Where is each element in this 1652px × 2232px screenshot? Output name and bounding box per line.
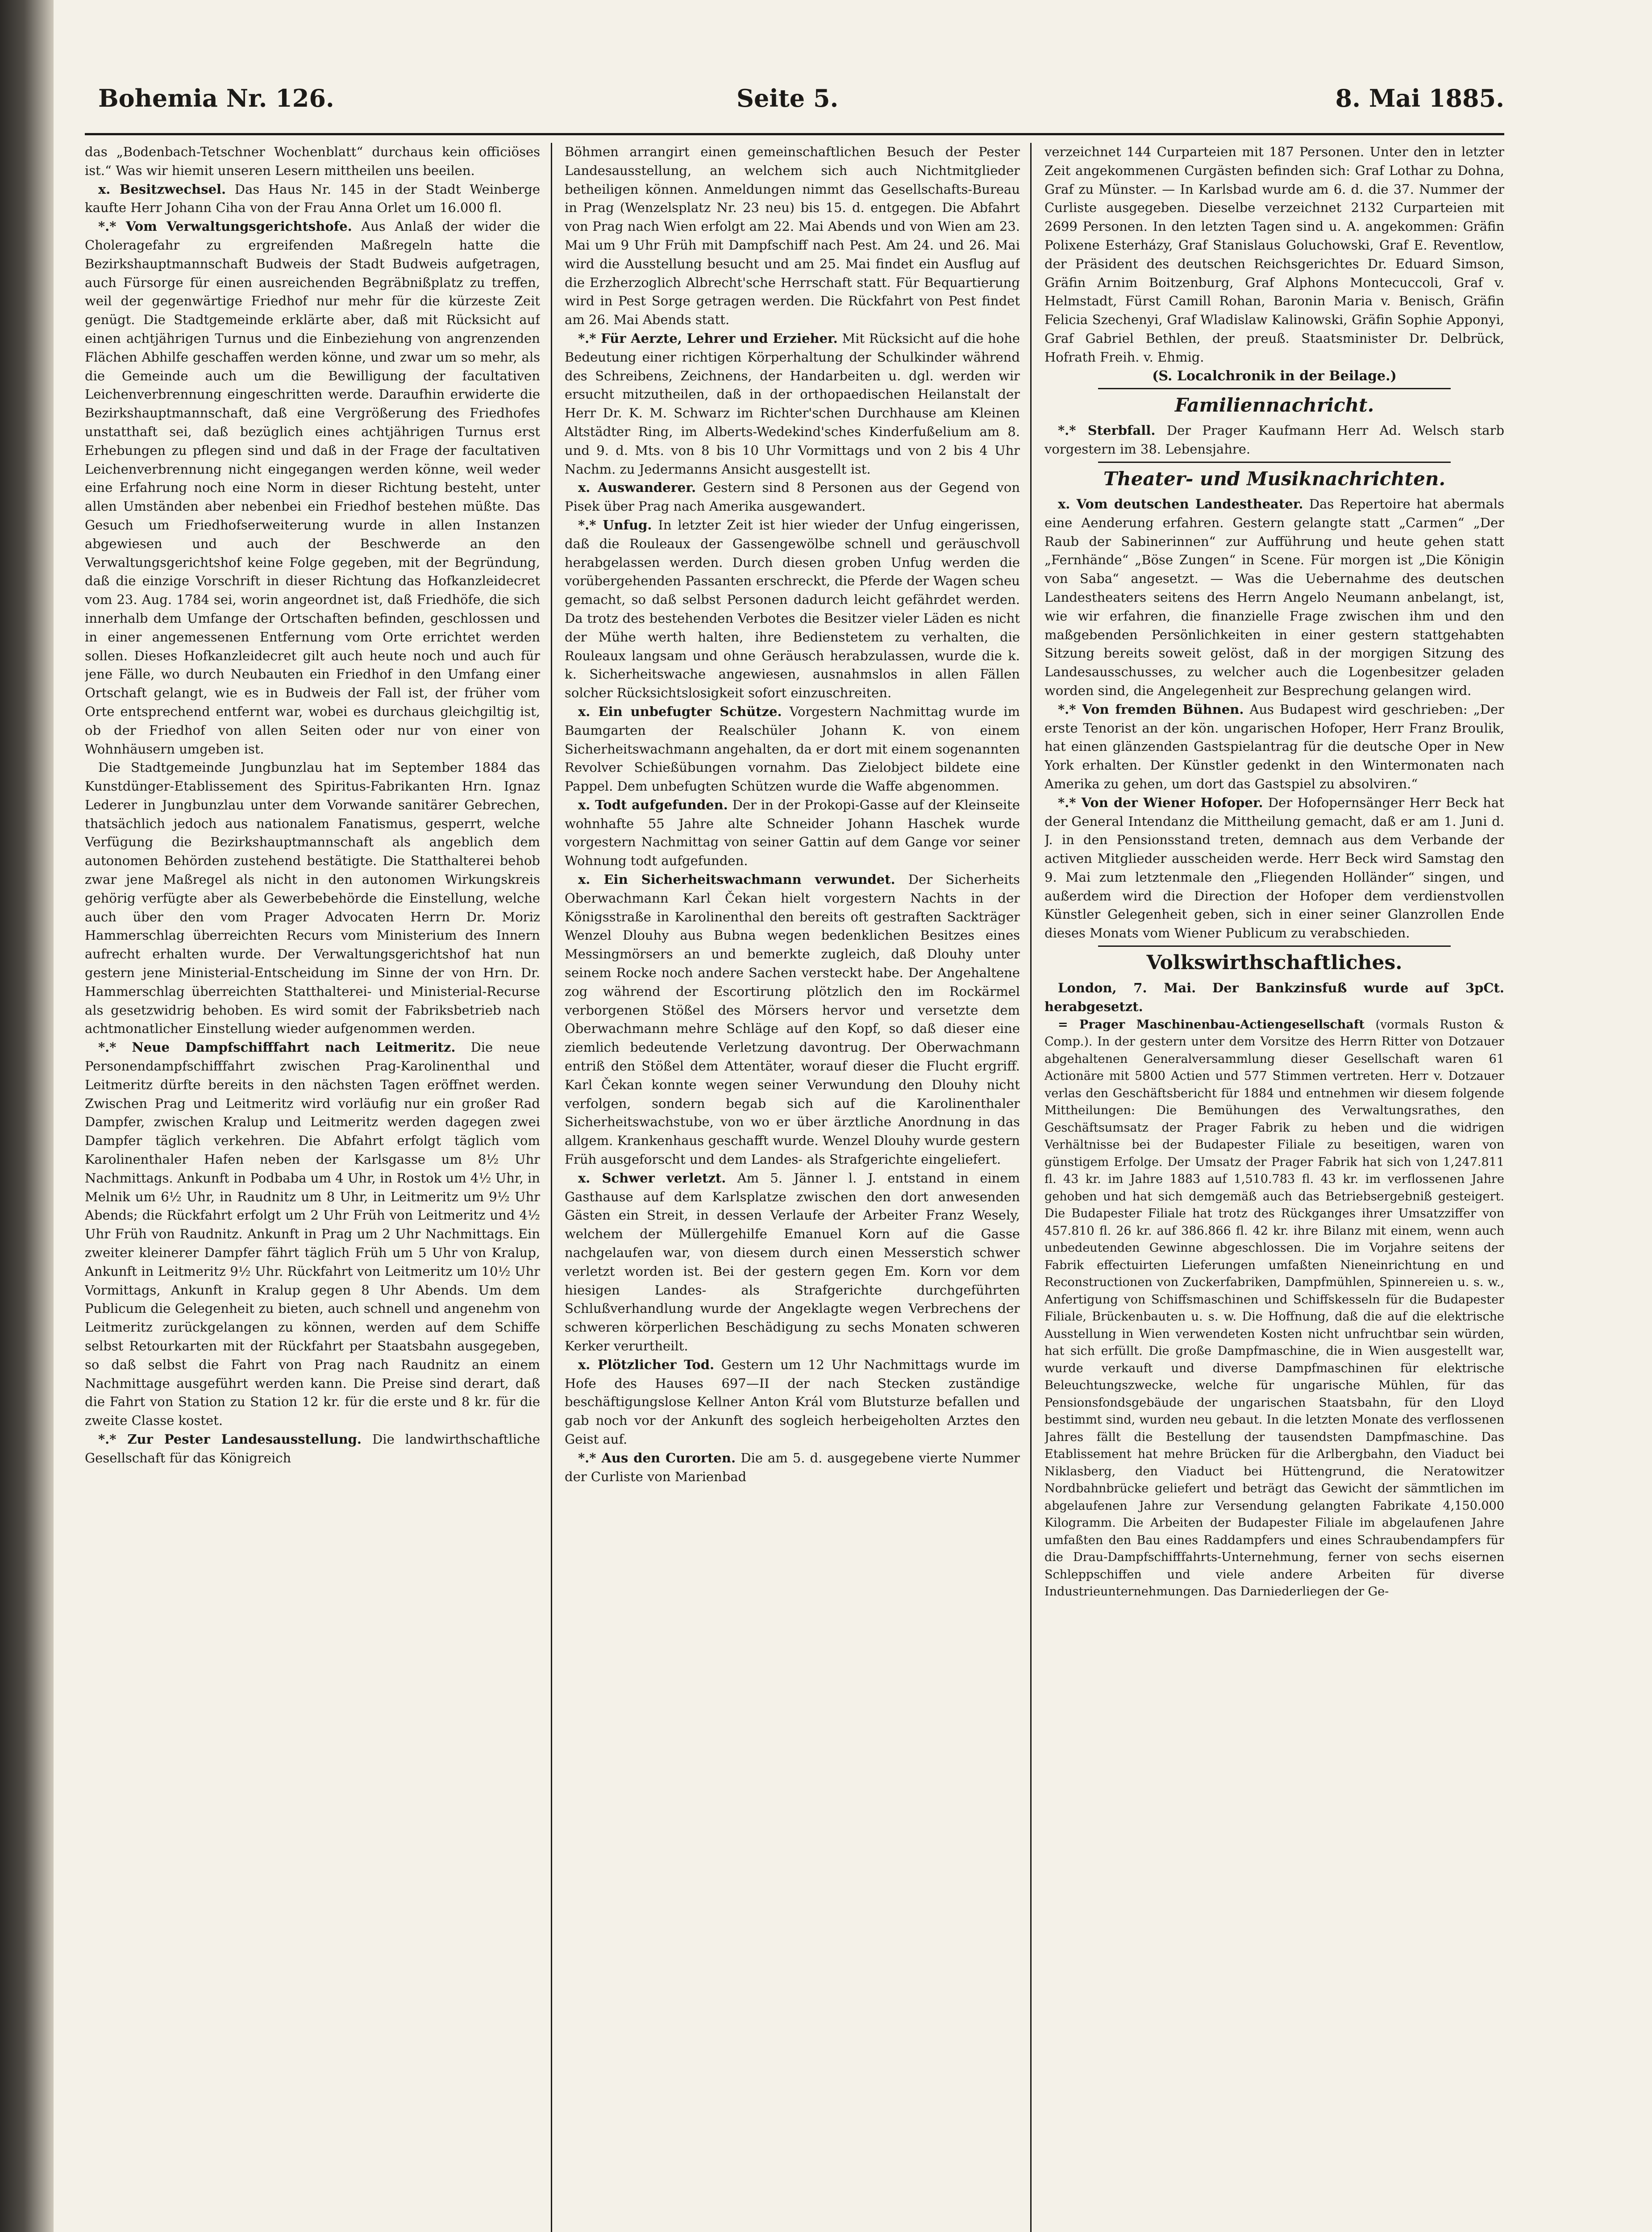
article-continuation: verzeichnet 144 Curparteien mit 187 Personen. Unter den in letzter Zeit angekommenen Curgästen befinden sich: Graf Lothar zu Dohna, Graf zu Münster. — In Karlsbad wurde am 6. d. die 37. Nummer der Curliste ausgegeben. Dieselbe verzeichnet 2132 Curparteien mit 2699 Personen. In den letzten Tagen sind u. A. angekommen: Gräfin Polixene Esterházy, Graf Stanislaus Goluchowski, Graf E. Reventlow, der Präsident des deutschen Reichsgerichtes Dr. Eduard Simson, Gräfin Arnim Boitzenburg, Graf Alphons Montecuccoli, Graf v. Helmstadt, Fürst Camill Rohan, Baronin Maria v. Benisch, Gräfin Felicia Szechenyi, Graf Wladislaw Kalinowski, Gräfin Sophie Apponyi, Graf Gabriel Bethlen, der preuß. Staatsminister Dr. Delbrück, Hofrath Freih. v. Ehmig. (1044, 144, 1504, 365)
header-rule (85, 133, 1504, 135)
column-divider (551, 143, 552, 2232)
article-headline: = Prager Maschinenbau-Actiengesellschaft (1058, 1017, 1365, 1032)
article-headline: *.* Neue Dampfschifffahrt nach Leitmeritz. (98, 1040, 456, 1055)
section-divider (1098, 388, 1451, 389)
article-continuation: Böhmen arrangirt einen gemeinschaftlichen Besuch der Pester Landesausstellung, an welchem sich auch Nichtmitglieder betheiligen können. Anmeldungen nimmt das Gesellschafts-Bureau in Prag (Wenzelsplatz Nr. 23 neu) bis 15. d. entgegen. Die Abfahrt von Prag nach Wien erfolgt am 22. Mai Abends und von Wien am 23. Mai um 9 Uhr Früh mit Dampfschiff nach Pest. Am 24. und 26. Mai wird die Ausstellung besucht und am 25. Mai findet ein Ausflug auf die Erzherzoglich Albrecht'sche Herrschaft statt. Für Bequartierung wird in Pest Sorge getragen werden. Die Rückfahrt von Pest findet am 26. Mai Abends statt. (565, 144, 1020, 328)
article-headline: *.* Unfug. (578, 517, 652, 533)
header-date: 8. Mai 1885. (1335, 84, 1504, 112)
article (565, 516, 1020, 703)
article (565, 1169, 1020, 1356)
article-body: (vormals Ruston & Comp.). In der gestern unter dem Vorsitze des Herrn Ritter von Dotzauer abgehaltenen Generalversammlung dieser Gesellschaft waren 61 Actionäre mit 5800 Actien und 577 Stimmen vertreten. Herr v. Dotzauer verlas den Geschäftsbericht für 1884 und entnehmen wir diesem folgende Mittheilungen: Die Bemühungen des Verwaltungsrathes, den Geschäftsumsatz der Prager Fabrik zu heben und die widrigen Verhältnisse bei der Budapester Filiale zu beseitigen, waren von günstigem Erfolge. Der Umsatz der Prager Fabrik hat sich von 1,247.811 fl. 43 kr. im Jahre 1883 auf 1,510.783 fl. 43 kr. im verflossenen Jahre gehoben und hat sich demgemäß auch das Betriebsergebniß gesteigert. Die Budapester Filiale hat trotz des Rückganges ihrer Umsatzziffer von 457.810 fl. 26 kr. auf 386.866 fl. 42 kr. ihre Bilanz mit einem, wenn auch unbedeutenden Gewinne abgeschlossen. Die im Vorjahre seitens der Fabrik effectuirten Lieferungen umfaßten Nieneinrichtung en und Reconstructionen von Zuckerfabriken, Dampfmühlen, Spinnereien u. s. w., Anfertigung von Schiffsmaschinen und Schiffskesseln für die Budapester Filiale, Brückenbauten u. s. w. Die Hoffnung, daß die auf die elektrische Ausstellung in Wien verwendeten Kosten nicht unfruchtbar sein würden, hat sich erfüllt. Die große Dampfmaschine, die in Wien ausgestellt war, wurde verkauft und diverse Dampfmaschinen für elektrische Beleuchtungszwecke, welche für ungarische Mühlen, für das Pensionsfondsgebäude der ungarischen Staatsbahn, für den Lloyd bestimmt sind, wurden neu gebaut. In die letzten Monate des verflossenen Jahres fällt die Bestellung der tausendsten Dampfmaschine. Das Etablissement hat mehre Brücken für die Arlbergbahn, den Viaduct bei Niklasberg, den Viaduct bei Hüttengrund, die Neratowitzer Nordbahnbrücke geliefert und beträgt das Gewicht der sämmtlichen im abgelaufenen Jahre zur Versendung gelangten Fabrikate 4,150.000 Kilogramm. Die Arbeiten der Budapester Filiale im abgelaufenen Jahre umfaßten den Bau eines Raddampfers und eines Schraubendampfers für die Drau-Dampfschifffahrts-Unternehmung, ferner von sechs eisernen Schleppschiffen und viele andere Arbeiten für diverse Industrieunternehmungen. Das Darniederliegen der Ge- (1044, 1017, 1504, 1599)
article-headline: x. Besitzwechsel. (98, 181, 226, 197)
section-divider (1098, 945, 1451, 947)
section-heading: Theater- und Musiknachrichten. (1103, 467, 1446, 490)
article-body: Das Repertoire hat abermals eine Aenderung erfahren. Gestern gelangte statt „Carmen“ „Der Raub der Sabinerinnen“ zur Aufführung und heute gehen statt „Fernhände“ „Böse Zungen“ in Scene. Für morgen ist „Die Königin von Saba“ angesetzt. — Was die Uebernahme des deutschen Landestheaters seitens des Herrn Angelo Neumann anbelangt, ist, wie wir erfahren, die finanzielle Frage zwischen ihm und den maßgebenden Persönlichkeiten in einer gestern stattgehabten Sitzung bereits soweit gelöst, daß in der morgigen Sitzung des Landesausschusses, zu welcher auch die Logenbesitzer geladen worden sind, die Angelegenheit zur Besprechung gelangen wird. (1044, 496, 1504, 698)
article-headline: London, 7. Mai. (1058, 980, 1196, 996)
article-body: Der in der Prokopi-Gasse auf der Kleinseite wohnhafte 55 Jahre alte Schneider Johann Haschek wurde vorgestern Nachmittag von seiner Gattin auf dem Gange vor seiner Wohnung todt aufgefunden. (565, 797, 1020, 869)
article-body: Der Sicherheits Oberwachmann Karl Čekan hielt vorgestern Nachts in der Königsstraße in Karolinenthal den bereits oft gestraften Sackträger Wenzel Dlouhy aus Bubna wegen bedenklichen Besitzes eines Messingmörsers an und bemerkte zugleich, daß Dlouhy unter seinem Rocke noch andere Sachen versteckt habe. Der Angehaltene zog während der Escortirung plötzlich den im Rockärmel verborgenen Stößel des Mörsers hervor und versetzte dem Oberwachmann mehre Schläge auf den Kopf, so daß dieser eine ziemlich bedeutende Verletzung davontrug. Der Oberwachmann entriß den Stößel dem Attentäter, worauf dieser die Flucht ergriff. Karl Čekan konnte wegen seiner Verwundung den Dlouhy nicht verfolgen, sondern begab sich auf die Karolinenthaler Sicherheitswachstube, von wo er über ärztliche Anordnung in das allgem. Krankenhaus geschafft wurde. Wenzel Dlouhy wurde gestern Früh ausgeforscht und dem Landes- als Strafgerichte eingeliefert. (565, 872, 1020, 1167)
article-headline: *.* Zur Pester Landesausstellung. (98, 1431, 362, 1447)
article-headline: x. Ein Sicherheitswachmann verwundet. (578, 872, 895, 887)
header-title: Bohemia Nr. 126. (98, 84, 334, 112)
article-body: Gestern sind 8 Personen aus der Gegend von Pisek über Prag nach Amerika ausgewandert. (565, 480, 1020, 514)
article (565, 870, 1020, 1169)
book-binding-edge (0, 0, 54, 2232)
article-body: Die neue Personendampfschifffahrt zwischen Prag-Karolinenthal und Leitmeritz dürfte bereits in den nächsten Tagen eröffnet werden. Zwischen Prag und Leitmeritz wird vorläufig nur ein großer Rad Dampfer, zwischen Kralup und Leitmeritz werden dagegen zwei Dampfer täglich verkehren. Die Abfahrt erfolgt täglich vom Karolinenthaler Hafen neben der Karlsgasse um 8½ Uhr Nachmittags. Ankunft in Podbaba um 4 Uhr, in Rostok um 4½ Uhr, in Melnik um 6½ Uhr, in Raudnitz um 8 Uhr, in Leitmeritz um 9½ Uhr Abends; die Rückfahrt erfolgt um 2 Uhr Früh von Leitmeritz und 4½ Uhr Früh von Raudnitz. Ankunft in Prag um 2 Uhr Nachmittags. Ein zweiter kleinerer Dampfer fährt täglich Früh um 5 Uhr von Kralup, Ankunft in Leitmeritz 9½ Uhr. Rückfahrt von Leitmeritz um 10½ Uhr Vormittags, Ankunft in Kralup gegen 8 Uhr Abends. Um dem Publicum die Gelegenheit zu bieten, auch schnell und angenehm von Leitmeritz zurückgelangen zu können, werden auf dem Schiffe selbst Retourkarten mit der Rückfahrt per Staatsbahn ausgegeben, so daß selbst die Fahrt von Prag nach Raudnitz an einem Nachmittage ausgeführt werden kann. Die Preise sind derart, daß die Fahrt von Station zu Station 12 kr. für die erste und 8 kr. für die zweite Classe kostet. (85, 1040, 540, 1428)
article (565, 1356, 1020, 1449)
section-divider (1098, 462, 1451, 463)
article-body: Die am 5. d. ausgegebene vierte Nummer der Curliste von Marienbad (565, 1450, 1020, 1484)
article-headline: x. Todt aufgefunden. (578, 797, 728, 812)
column-1 (85, 143, 540, 2232)
column-3 (1044, 143, 1504, 2232)
article (85, 1038, 540, 1430)
newspaper-page (85, 76, 1504, 2232)
article-body: Die landwirthschaftliche Gesellschaft für das Königreich (85, 1431, 540, 1466)
article-headline: *.* Aus den Curorten. (578, 1450, 736, 1466)
article-paragraph: Die Stadtgemeinde Jungbunzlau hat im September 1884 das Kunstdünger-Etablissement des Spiritus-Fabrikanten Hrn. Ignaz Lederer in Jungbunzlau unter dem Vorwande sanitärer Gebrechen, thatsächlich jedoch aus nationalem Fanatismus, gesperrt, welche Verfügung die Bezirkshauptmannschaft als angeblich dem autonomen Behörden zustehend bestätigte. Die Statthalterei behob zwar jene Maßregel als nicht in den autonomen Wirkungskreis gehörig verfügte aber als Gewerbebehörde die Einstellung, welche auch über den vom Prager Advocaten Herrn Dr. Moriz Hammerschlag überreichten Recurs vom Ministerium des Innern aufrecht erhalten wurde. Der Verwaltungsgerichtshof hat nun gestern jene Ministerial-Entscheidung im Sinne der von Hrn. Dr. Hammerschlag überreichten Statthalterei- und Ministerial-Recurse als gesetzwidrig behoben. Es wird somit der Fabriksbetrieb nach achtmonatlicher Einstellung wieder aufgenommen werden. (85, 760, 540, 1037)
article (565, 479, 1020, 516)
article-body: Gestern um 12 Uhr Nachmittags wurde im Hofe des Hauses 697—II der nach Stecken zuständige beschäftigungslose Kellner Anton Král vom Blutsturze befallen und gab noch vor der Ankunft des sogleich herbeigeholten Arztes den Geist auf. (565, 1357, 1020, 1447)
article-body: Aus Anlaß der wider die Choleragefahr zu ergreifenden Maßregeln hatte die Bezirkshauptmannschaft Budweis der Stadt Budweis aufgetragen, auch Fürsorge für einen ausreichenden Begräbnißplatz zu treffen, weil der gegenwärtige Friedhof nur mehr für die kürzeste Zeit genügt. Die Stadtgemeinde erklärte aber, daß mit Rücksicht auf einen achtjährigen Turnus und die Einbeziehung von angrenzenden Flächen Abhilfe geschaffen werden könne, und zwar um so mehr, als die Gemeinde auch um die Bewilligung der facultativen Leichenverbrennung eingeschritten werde. Daraufhin erwiderte die Bezirkshauptmannschaft, daß eine Vergrößerung des Friedhofes unstatthaft sei, daß bezüglich eines achtjährigen Turnus erst Erhebungen zu pflegen sind und daß in der Frage der facultativen Leichenverbrennung nicht eingegangen werden könne, weil weder eine Erfahrung noch eine Norm in dieser Richtung besteht, unter allen Umständen aber nebenbei ein Friedhof bestehen müßte. Das Gesuch um Friedhofserweiterung wurde in allen Instanzen abgewiesen und auch der Beschwerde an den Verwaltungsgerichtshof keine Folge gegeben, mit der Begründung, daß die einzige Vorschrift in dieser Richtung das Hofkanzleidecret vom 23. Aug. 1784 sei, worin angeordnet ist, daß Friedhöfe, die sich innerhalb dem Umfange der Ortschaften befinden, geschlossen und in einer angemessenen Entfernung vom Orte errichtet werden sollen. Dieses Hofkanzleidecret gilt auch heute noch und auch für jene Fälle, wo durch Neubauten ein Friedhof in den Umfang einer Ortschaft gelangt, wie es in Budweis der Fall ist, der früher vom Orte entsprechend entfernt war, wobei es durchaus gleichgiltig ist, ob der Friedhof von allen Seiten oder nur von einer von Wohnhäusern umgeben ist. (85, 219, 540, 757)
article-continuation: das „Bodenbach-Tetschner Wochenblatt“ durchaus kein officiöses ist.“ Was wir hiemit unseren Lesern mittheilen uns beeilen. (85, 144, 540, 178)
article (565, 329, 1020, 479)
article-headline: *.* Vom Verwaltungsgerichtshofe. (98, 219, 352, 234)
column-2 (565, 143, 1020, 2232)
article-headline: x. Plötzlicher Tod. (578, 1357, 715, 1372)
article-body: Das Haus Nr. 145 in der Stadt Weinberge kaufte Herr Johann Ciha von der Frau Anna Orlet um 16.000 fl. (85, 181, 540, 216)
section-heading: Familiennachricht. (1174, 394, 1374, 416)
article (1044, 979, 1504, 1016)
column-divider (1030, 143, 1032, 2232)
article (85, 180, 540, 218)
section-heading: Volkswirthschaftliches. (1146, 951, 1402, 974)
article (1044, 700, 1504, 794)
article-headline: *.* Für Aerzte, Lehrer und Erzieher. (578, 330, 838, 346)
article-body: Mit Rücksicht auf die hohe Bedeutung einer richtigen Körperhaltung der Schulkinder während des Schreibens, Zeichnens, der Handarbeiten u. dgl. werden wir ersucht mitzutheilen, daß in der orthopaedischen Heilanstalt der Herr Dr. K. M. Schwarz im Richter'schen Durchhause am Kleinen Altstädter Ring, im Alberts-Wedekind'sches Kinderfußelium am 8. und 9. d. Mts. von 8 bis 10 Uhr Vormittags und von 2 bis 4 Uhr Nachm. zu Jedermanns Ansicht ausgestellt ist. (565, 330, 1020, 477)
article (1044, 1016, 1504, 1601)
article-headline: *.* Von fremden Bühnen. (1058, 701, 1244, 717)
article (565, 703, 1020, 796)
article (565, 796, 1020, 870)
article (1044, 421, 1504, 459)
article (565, 1449, 1020, 1487)
article-body: Der Hofopernsänger Herr Beck hat der General Intendanz die Mittheilung gemacht, daß er am 1. Juni d. J. in den Pensionsstand treten, demnach aus dem Verbande der activen Mitglieder ausscheiden werde. Herr Beck wird Samstag den 9. Mai zum letztenmale den „Fliegenden Holländer“ singen, und außerdem wird die Direction der Hofoper dem verdienstvollen Künstler Gelegenheit geben, sich in einer seiner Glanzrollen Ende dieses Monats vom Wiener Publicum zu verabschieden. (1044, 795, 1504, 941)
header-page-number: Seite 5. (737, 84, 839, 112)
article-headline: x. Auswanderer. (578, 480, 696, 496)
article-body: In letzter Zeit ist hier wieder der Unfug eingerissen, daß die Rouleaux der Gassengewölbe schnell und geräuschvoll herabgelassen werden. Durch diesen groben Unfug werden die vorübergehenden Passanten erschreckt, die Pferde der Wagen scheu gemacht, so daß selbst Personen dadurch leicht gefährdet werden. Da trotz des bestehenden Verbotes die Besitzer vieler Läden es nicht der Mühe werth halten, ihre Bedienstetem zu verhalten, die Rouleaux langsam und ohne Geräusch herabzulassen, wurde die k. k. Sicherheitswache angewiesen, ausnahmslos in allen Fällen solcher Rücksichtslosigkeit sofort einzuschreiten. (565, 517, 1020, 701)
article (85, 1430, 540, 1468)
cross-reference-note: (S. Localchronik in der Beilage.) (1152, 368, 1397, 384)
article-headline: x. Ein unbefugter Schütze. (578, 704, 782, 719)
page-header (85, 76, 1504, 129)
article-headline: x. Schwer verletzt. (578, 1170, 726, 1186)
article-body: Vorgestern Nachmittag wurde im Baumgarten der Realschüler Johann K. von einem Sicherheitswachmann angehalten, da er dort mit einem sogenannten Revolver Schießübungen vornahm. Das Zielobject bildete eine Pappel. Dem unbefugten Schützen wurde die Waffe abgenommen. (565, 704, 1020, 794)
article-body: Am 5. Jänner l. J. entstand in einem Gasthause auf dem Karlsplatze zwischen den dort anwesenden Gästen ein Streit, in dessen Verlaufe der Arbeiter Franz Wesely, welchem der Müllergehilfe Emanuel Korn auf die Gasse nachgelaufen war, von diesem durch einen Messerstich schwer verletzt worden ist. Bei der gestern gegen Em. Korn vor dem hiesigen Landes- als Strafgerichte durchgeführten Schlußverhandlung wurde der Angeklagte wegen Verbrechens der schweren körperlichen Beschädigung zu sechs Monaten schweren Kerker verurtheilt. (565, 1170, 1020, 1353)
article (1044, 794, 1504, 943)
article-headline: *.* Von der Wiener Hofoper. (1058, 795, 1263, 810)
article-headline: *.* Sterbfall. (1058, 423, 1156, 438)
article-body: Aus Budapest wird geschrieben: „Der erste Tenorist an der kön. ungarischen Hofoper, Herr Franz Broulik, hat einen glänzenden Gastspielantrag für die deutsche Oper in New York erhalten. Der Künstler gedenkt in den Wintermonaten nach Amerika zu gehen, um dort das Gastspiel zu absolviren.“ (1044, 701, 1504, 791)
article (1044, 495, 1504, 700)
article-headline: x. Vom deutschen Landestheater. (1058, 496, 1303, 512)
article-body: Der Bankzinsfuß wurde auf 3pCt. herabgesetzt. (1044, 980, 1504, 1014)
article (85, 217, 540, 758)
article-body: Der Prager Kaufmann Herr Ad. Welsch starb vorgestern im 38. Lebensjahre. (1044, 423, 1504, 457)
